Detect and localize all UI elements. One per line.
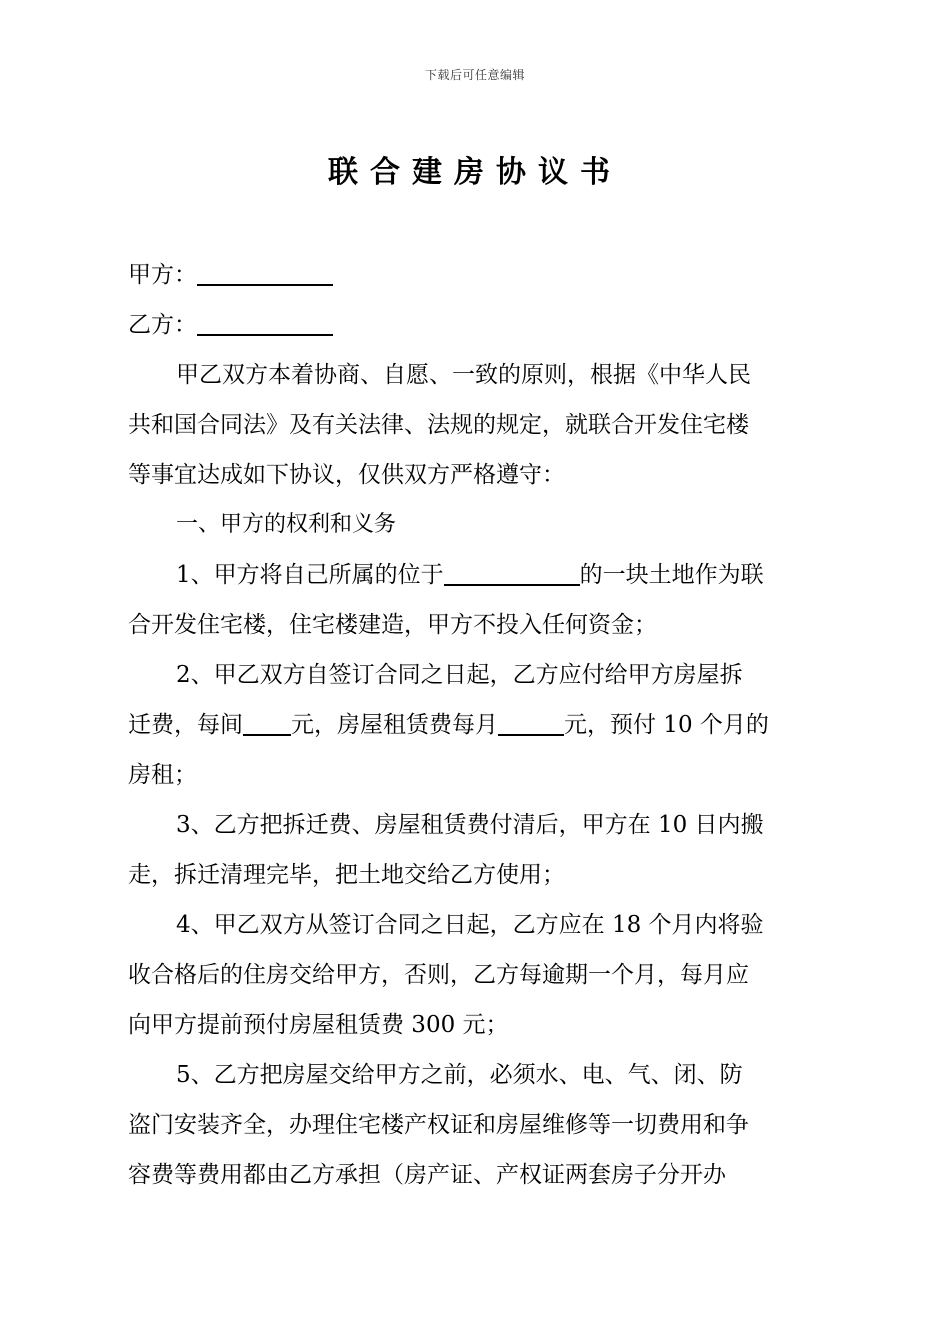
monthly-rent-blank xyxy=(498,708,564,736)
clause-2-line-1: 2、甲乙双方自签订合同之日起，乙方应付给甲方房屋拆 xyxy=(176,662,743,688)
party-a-label: 甲方： xyxy=(128,262,197,288)
clause-2-text-a: 迁费，每间 xyxy=(128,712,243,738)
clause-2-line-2 xyxy=(128,700,828,750)
clause-4-line-2: 收合格后的住房交给甲方，否则，乙方每逾期一个月，每月应 xyxy=(128,962,749,988)
document-body xyxy=(128,250,828,1200)
clause-1-text-a: 1、甲方将自己所属的位于 xyxy=(176,562,444,588)
clause-2-line-3: 房租； xyxy=(128,762,197,788)
per-room-fee-blank xyxy=(243,708,291,736)
clause-1-line-2: 合开发住宅楼，住宅楼建造，甲方不投入任何资金； xyxy=(128,612,657,638)
intro-line-3: 等事宜达成如下协议，仅供双方严格遵守： xyxy=(128,462,565,488)
party-b-blank xyxy=(197,308,333,336)
page-header: 下载后可任意编辑 xyxy=(424,68,525,82)
clause-4-line-1: 4、甲乙双方从签订合同之日起，乙方应在 18 个月内将验 xyxy=(176,912,764,938)
party-b-label: 乙方： xyxy=(128,312,197,338)
document-title: 联合建房协议书 xyxy=(328,155,622,190)
party-a-blank xyxy=(197,258,333,286)
party-b-line xyxy=(128,300,828,350)
clause-4-line-3: 向甲方提前预付房屋租赁费 300 元； xyxy=(128,1012,509,1038)
clause-3-line-1: 3、乙方把拆迁费、房屋租赁费付清后，甲方在 10 日内搬 xyxy=(176,812,764,838)
intro-line-1: 甲乙双方本着协商、自愿、一致的原则，根据《中华人民 xyxy=(176,362,751,388)
clause-5-line-2: 盗门安装齐全，办理住宅楼产权证和房屋维修等一切费用和争 xyxy=(128,1112,749,1138)
clause-1-line-1 xyxy=(128,550,828,600)
clause-2-text-c: 元，预付 10 个月的 xyxy=(564,712,769,738)
section-1-heading: 一、甲方的权利和义务 xyxy=(176,512,397,537)
clause-3-line-2: 走，拆迁清理完毕，把土地交给乙方使用； xyxy=(128,862,565,888)
clause-5-line-1: 5、乙方把房屋交给甲方之前，必须水、电、气、闭、防 xyxy=(176,1062,743,1088)
location-blank xyxy=(444,558,580,586)
clause-5-line-3: 容费等费用都由乙方承担（房产证、产权证两套房子分开办 xyxy=(128,1162,726,1188)
clause-1-text-b: 的一块土地作为联 xyxy=(579,562,764,588)
intro-line-2: 共和国合同法》及有关法律、法规的规定，就联合开发住宅楼 xyxy=(128,412,749,438)
party-a-line xyxy=(128,250,828,300)
clause-2-text-b: 元，房屋租赁费每月 xyxy=(291,712,498,738)
